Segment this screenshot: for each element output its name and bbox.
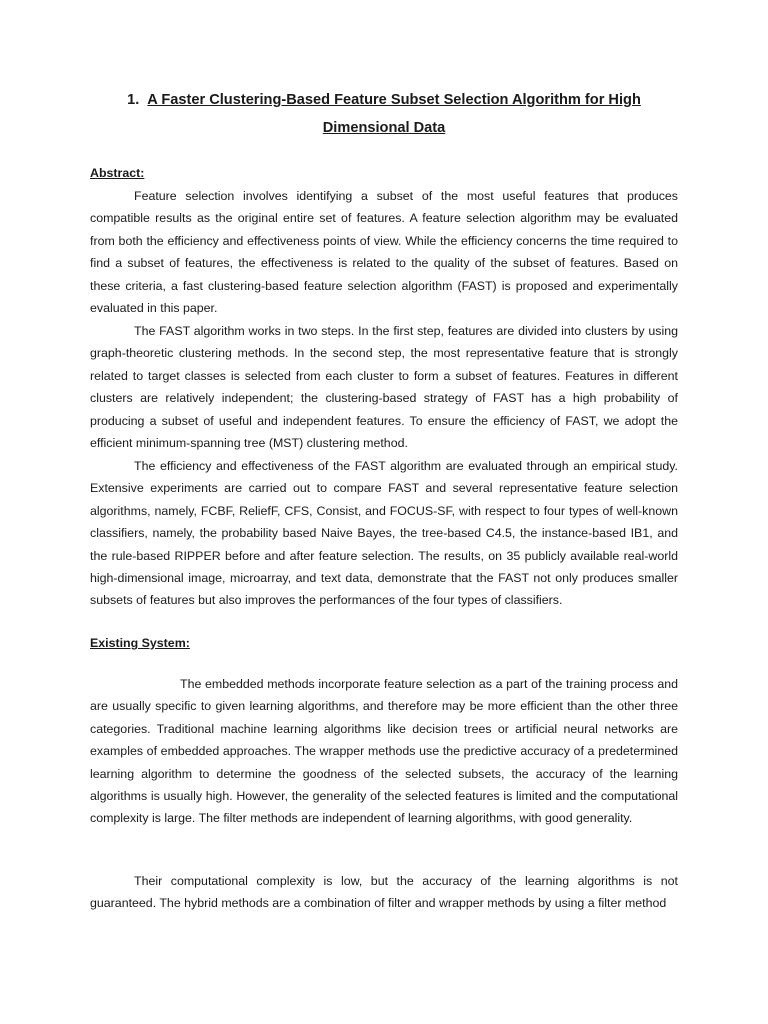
existing-system-paragraph-2: Their computational complexity is low, but the accuracy of the learning algorithms is not guaranteed. The hybrid methods are a combination of filter and wrapper methods by using a filter method (90, 874, 678, 911)
abstract-paragraph-3: The efficiency and effectiveness of the FAST algorithm are evaluated through an empirical study. Extensive experiments are carried out to compare FAST and several representative feature selection algorithms, namely, FCBF, ReliefF, CFS, Consist, and FOCUS-SF, with respect to four types of well-known classifiers, namely, the probability based Naive Bayes, the tree-based C4.5, the instance-based IB1, and the rule-based RIPPER before and after feature selection. The results, on 35 publicly available real-world high-dimensional image, microarray, and text data, demonstrate that the FAST not only produces smaller subsets of features but also improves the performances of the four types of classifiers. (90, 459, 678, 608)
title-text-line-2: Dimensional Data (322, 120, 446, 136)
existing-system-paragraph-1: The embedded methods incorporate feature selection as a part of the training process and are usually specific to given learning algorithms, and therefore may be more efficient than the other three categories. Traditional machine learning algorithms like decision trees or artificial neural networks are examples of embedded approaches. The wrapper methods use the predictive accuracy of a predetermined learning algorithm to determine the goodness of the selected subsets, the accuracy of the learning algorithms is usually high. However, the generality of the selected features is limited and the computational complexity is large. The filter methods are independent of learning algorithms, with good generality. (90, 677, 678, 826)
title-text-line-1: A Faster Clustering-Based Feature Subset Selection Algorithm for High (147, 92, 641, 108)
existing-system-heading-text: Existing System: (90, 636, 190, 650)
abstract-paragraph-1: Feature selection involves identifying a subset of the most useful features that produces compatible results as the original entire set of features. A feature selection algorithm may be evaluated from both the efficiency and effectiveness points of view. While the efficiency concerns the time required to find a subset of features, the effectiveness is related to the quality of the subset of features. Based on these criteria, a fast clustering-based feature selection algorithm (FAST) is proposed and experimentally evaluated in this paper. (90, 189, 678, 316)
existing-system-heading (90, 636, 190, 650)
abstract-heading (90, 166, 144, 180)
paper-title-line-1 (90, 92, 678, 108)
title-number: 1. (127, 92, 140, 108)
paper-title-line-2 (90, 120, 678, 136)
abstract-heading-text: Abstract: (90, 166, 145, 180)
abstract-paragraph-2: The FAST algorithm works in two steps. In the first step, features are divided into clusters by using graph-theoretic clustering methods. In the second step, the most representative feature that is strongly related to target classes is selected from each cluster to form a subset of features. Features in different clusters are relatively independent; the clustering-based strategy of FAST has a high probability of producing a subset of useful and independent features. To ensure the efficiency of FAST, we adopt the efficient minimum-spanning tree (MST) clustering method. (90, 324, 678, 451)
